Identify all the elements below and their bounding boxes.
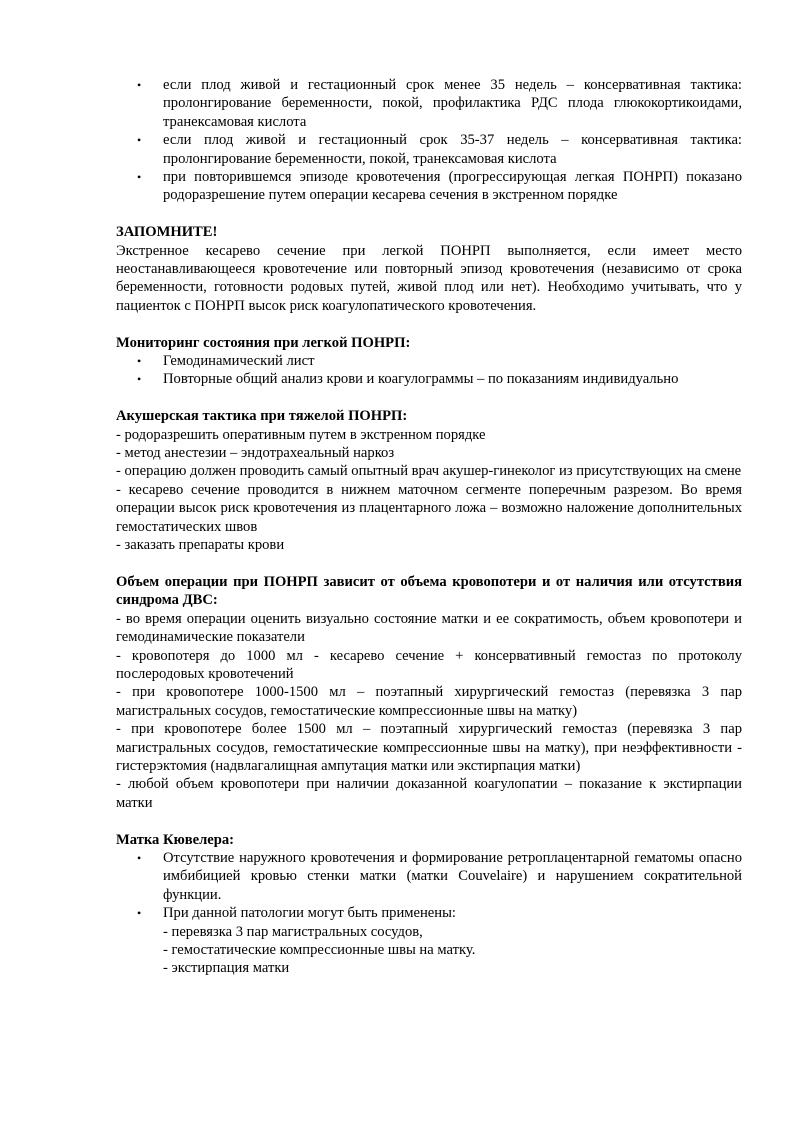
list-item <box>137 904 742 978</box>
remember-paragraph: Экстренное кесарево сечение при легкой ПОНРП выполняется, если имеет место неостанавливающееся кровотечение или повторный эпизод кровотечения (независимо от срока беременности, готовности родовых путей, живой плод или нет). Необходимо учитывать, что у пациенток с ПОНРП высок риск коагулопатического кровотечения. <box>116 242 742 314</box>
couvelaire-bullet-list <box>116 849 742 978</box>
couvelaire-sublist <box>163 923 742 978</box>
list-item-text: Гемодинамический лист <box>163 353 315 370</box>
list-item <box>137 370 742 388</box>
bullet-icon: • <box>137 354 142 369</box>
list-item-text: Отсутствие наружного кровотечения и формирование ретроплацентарной гематомы опасно имбибицией кровью стенки матки (матки Couvelaire) и нарушением сократительной функции. <box>163 849 742 903</box>
volume-line: - при кровопотере более 1500 мл – поэтапный хирургический гемостаз (перевязка 3 пар магистральных сосудов, гемостатические компрессионные швы на матку), при неэффективности - гистерэктомия (надвлагалищная ампутация матки или экстирпация матки) <box>116 721 742 774</box>
bullet-icon: • <box>137 850 142 865</box>
volume-line: - при кровопотере 1000-1500 мл – поэтапный хирургический гемостаз (перевязка 3 пар магистральных сосудов, гемостатические компрессионные швы на матку) <box>116 684 742 719</box>
severe-line: - кесарево сечение проводится в нижнем маточном сегменте поперечным разрезом. Во время операции высок риск кровотечения из плацентарного ложа – возможно наложение дополнительных гемостатических швов <box>116 481 742 535</box>
bullet-icon: • <box>137 372 142 387</box>
severe-line: - метод анестезии – эндотрахеальный наркоз <box>116 445 395 462</box>
severe-line: - операцию должен проводить самый опытный врач акушер-гинеколог из присутствующих на смене <box>116 463 742 480</box>
sublist-item: - экстирпация матки <box>163 960 290 977</box>
severe-tactics-heading: Акушерская тактика при тяжелой ПОНРП: <box>116 408 408 425</box>
volume-line: - кровопотеря до 1000 мл - кесарево сечение + консервативный гемостаз по протоколу послеродовых кровотечений <box>116 647 742 682</box>
list-item-text: если плод живой и гестационный срок 35-37 недель – консервативная тактика: пролонгирование беременности, покой, транексамовая кислота <box>163 132 742 167</box>
bullet-icon: • <box>137 133 142 148</box>
bullet-icon: • <box>137 906 142 921</box>
monitoring-heading: Мониторинг состояния при легкой ПОНРП: <box>116 334 411 351</box>
volume-line: - любой объем кровопотери при наличии доказанной коагулопатии – показание к экстирпации матки <box>116 776 742 811</box>
list-item <box>137 168 742 205</box>
sublist-item: - гемостатические компрессионные швы на матку. <box>163 942 476 959</box>
couvelaire-heading: Матка Кювелера: <box>116 831 235 848</box>
list-item-text: Повторные общий анализ крови и коагулограммы – по показаниям индивидуально <box>163 371 679 388</box>
list-item <box>137 76 742 131</box>
list-item-text: при повторившемся эпизоде кровотечения (прогрессирующая легкая ПОНРП) показано родоразрешение путем операции кесарева сечения в экстренном порядке <box>163 169 742 204</box>
bullet-icon: • <box>137 78 142 92</box>
list-item-text: При данной патологии могут быть применены: <box>163 905 456 922</box>
monitoring-bullet-list <box>116 352 742 389</box>
bullet-icon: • <box>137 170 142 185</box>
sublist-item: - перевязка 3 пар магистральных сосудов, <box>163 923 423 940</box>
severe-line: - заказать препараты крови <box>116 537 285 554</box>
list-item <box>137 352 742 370</box>
list-item <box>137 131 742 168</box>
list-item-text: если плод живой и гестационный срок менее 35 недель – консервативная тактика: пролонгирование беременности, покой, профилактика РДС плода глюкокортикоидами, транексамовая кислота <box>163 77 742 130</box>
remember-heading: ЗАПОМНИТЕ! <box>116 224 218 241</box>
severe-line: - родоразрешить оперативным путем в экстренном порядке <box>116 426 486 443</box>
tactics-bullet-list <box>116 76 742 205</box>
list-item <box>137 849 742 904</box>
volume-line: - во время операции оценить визуально состояние матки и ее сократимость, объем кровопотери и гемодинамические показатели <box>116 610 742 646</box>
operation-volume-heading: Объем операции при ПОНРП зависит от объема кровопотери и от наличия или отсутствия синдрома ДВС: <box>116 573 742 609</box>
